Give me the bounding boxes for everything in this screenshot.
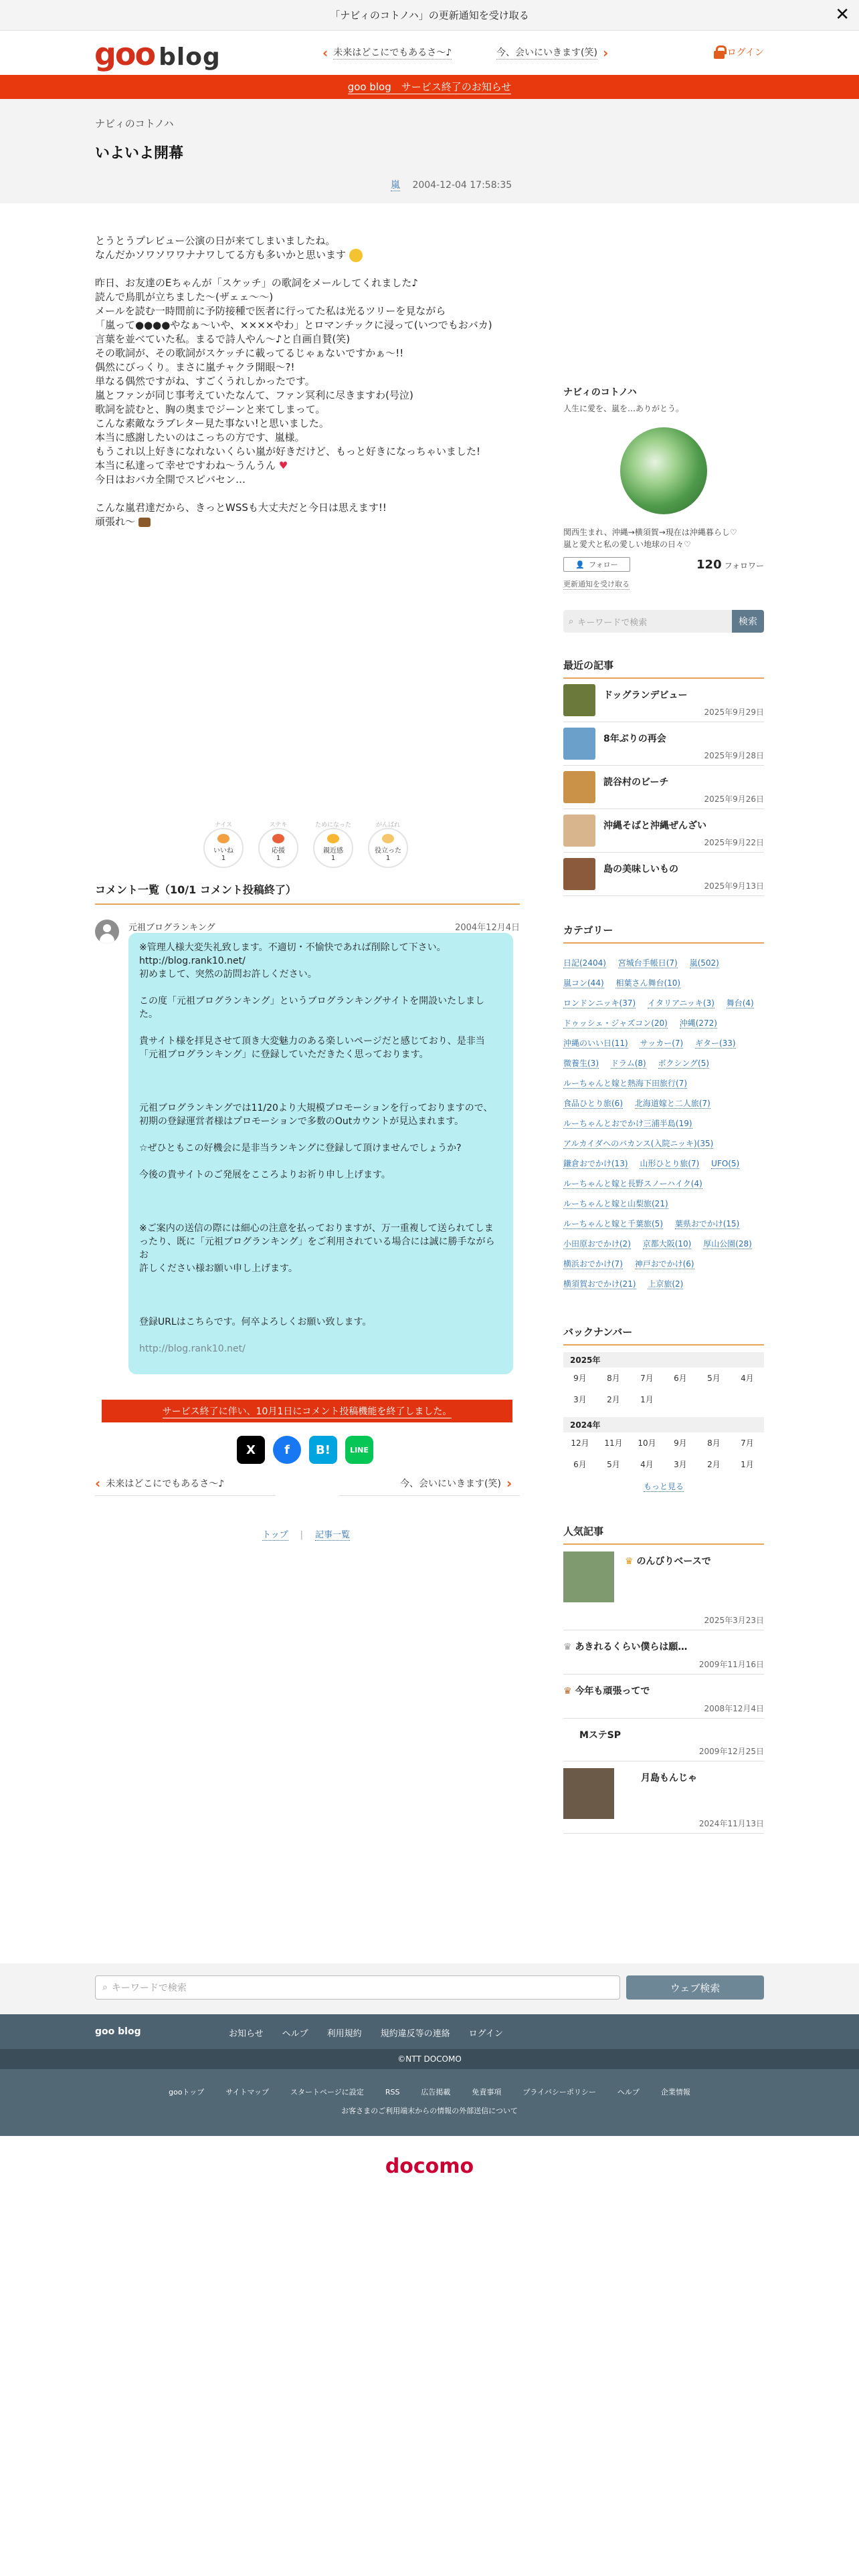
backnumber-month-link[interactable]: 8月: [707, 1438, 721, 1448]
follow-row: [563, 557, 764, 572]
category-link[interactable]: 相葉さん舞台(10): [615, 978, 681, 988]
backnumber-year: 2025年: [563, 1352, 764, 1368]
face-emoji-icon: [349, 249, 363, 262]
footer-nav-link[interactable]: お知らせ: [229, 2029, 264, 2039]
popular-entry[interactable]: [563, 1545, 764, 1630]
footer-link[interactable]: スタートページに設定: [290, 2088, 364, 2097]
popular-title[interactable]: [625, 1554, 711, 1568]
popular-date: 2024年11月13日: [698, 1819, 764, 1828]
chevron-right-icon: ›: [602, 44, 609, 61]
top-link[interactable]: トップ: [262, 1530, 288, 1540]
category-list: [563, 953, 764, 1294]
chevron-left-icon: ‹: [322, 44, 328, 61]
recent-entry[interactable]: [563, 853, 764, 896]
footer-link[interactable]: 企業情報: [660, 2088, 690, 2097]
update-notify-text[interactable]: 「ナビィのコトノハ」の更新通知を受け取る: [330, 9, 529, 21]
reaction-label: いいね: [213, 847, 233, 855]
category-link[interactable]: 神戸おでかけ(6): [634, 1259, 694, 1269]
divider: [339, 1495, 520, 1496]
footer-link[interactable]: 免責事項: [472, 2088, 502, 2097]
footer-links: [0, 2069, 859, 2136]
backnumber-month-link[interactable]: 7月: [741, 1438, 754, 1448]
backnumber-month-link[interactable]: 1月: [640, 1395, 654, 1404]
popular-date: 2009年11月16日: [698, 1660, 764, 1669]
category-link[interactable]: ドラム(8): [610, 1059, 646, 1068]
backnumber-list: [563, 1352, 764, 1475]
backnumber-month-link[interactable]: 11月: [604, 1438, 623, 1448]
backnumber-month-link[interactable]: 6月: [573, 1460, 587, 1469]
popular-entry[interactable]: [563, 1719, 764, 1761]
comment-closed-notice[interactable]: サービス終了に伴い、10月1日にコメント投稿機能を終了しました。: [102, 1400, 512, 1422]
chevron-left-icon: ‹: [95, 1475, 101, 1491]
footer-logo[interactable]: goo blog: [95, 2026, 141, 2037]
close-icon[interactable]: ✕: [835, 5, 850, 25]
recent-entry[interactable]: [563, 766, 764, 809]
share-buttons: [237, 1436, 381, 1464]
profile-image[interactable]: [620, 427, 707, 514]
category-link[interactable]: ルーちゃんと嫁と熱海下田旅行(7): [563, 1079, 687, 1088]
category-link[interactable]: 微養生(3): [563, 1059, 599, 1068]
backnumber-month-link[interactable]: 9月: [674, 1438, 687, 1448]
popular-title-text: 今年も頑張ってで: [575, 1686, 650, 1697]
reaction-label: 応援: [272, 847, 285, 855]
follower-count: 120 フォロワー: [696, 557, 764, 572]
divider: [95, 1495, 276, 1496]
next-entry-link[interactable]: 今、会いにいきます(笑) ›: [400, 1475, 512, 1491]
reaction-button[interactable]: [258, 820, 298, 868]
footer-nav-link[interactable]: ヘルプ: [282, 2029, 308, 2039]
popular-title-text: 月島もんじゃ: [641, 1773, 697, 1784]
category-link[interactable]: 沖縄(272): [679, 1018, 717, 1028]
popular-title-text: MステSP: [579, 1730, 621, 1741]
reaction-caption: ステキ: [269, 822, 288, 829]
login-link[interactable]: [714, 45, 764, 59]
recent-date: 2025年9月22日: [704, 838, 764, 847]
popular-title[interactable]: [563, 1684, 650, 1697]
backnumber-more-link[interactable]: もっと見る: [643, 1482, 684, 1491]
comment-body: ※管理人様大変失礼致します。不適切・不愉快であれば削除して下さい。 http://blog.rank10.net/ 初めまして、突然の訪問お許しください。 この度「元祖ブログランキング」というブログランキングサイトを開設いたしました。 貴サイト様を拝見させて頂き大変魅力のある楽しいページだと感じており、是非当 「元祖ブログランキング」に登録していただきたく思っております。 元祖ブログランキングでは11/20より大規模プロモーションを行っておりますので、 初期の登録運営者様はプロモーションで多数のOutカウントが見込まれます。 ☆ぜひともこの好機会に是非当ランキングに登録して頂けませんでしょうか? 今後の貴サイトのご発展をこころよりお祈り申し上げます。 ※ご案内の送信の際には細心の注意を払っておりますが、万一重複して送られてしま ったり、既に「元祖ブログランキング」をご利用されている場合には誠に勝手ながらお 許しください様お願い申し上げます。 登録URLはこちらです。何卒よろしくお願い致します。 http://blog.rank10.net/: [128, 933, 513, 1374]
reaction-caption: ナイス: [214, 822, 233, 829]
chocolate-emoji-icon: [138, 518, 151, 527]
header-next-link[interactable]: [496, 45, 613, 60]
reaction-label: 親近感: [323, 847, 343, 855]
popular-list: [563, 1545, 764, 1834]
backnumber-month-link[interactable]: 3月: [674, 1460, 687, 1469]
recent-date: 2025年9月29日: [704, 708, 764, 717]
profile-intro: 関西生まれ、沖縄→横須賀→現在は沖縄暮らし♡ 嵐と愛犬と私の愛しい地球の日々♡: [563, 528, 737, 549]
recent-title[interactable]: ドッグランデビュー: [603, 690, 688, 701]
popular-title[interactable]: [563, 1640, 687, 1653]
recent-thumbnail[interactable]: [563, 684, 595, 716]
logo-goo: goo: [94, 36, 155, 72]
entry-list-link[interactable]: 記事一覧: [315, 1530, 351, 1540]
backnumber-month-link[interactable]: 10月: [638, 1438, 656, 1448]
recent-entries-list: [563, 679, 764, 896]
web-search-input[interactable]: ⌕ キーワードで検索: [95, 1975, 620, 2000]
entry-datetime: 2004-12-04 17:58:35: [412, 180, 512, 191]
recent-thumbnail[interactable]: [563, 771, 595, 803]
recent-entry[interactable]: [563, 722, 764, 766]
recent-entries-heading: 最近の記事: [563, 658, 764, 679]
reaction-count: 1: [276, 855, 281, 862]
category-link[interactable]: ルーちゃんと嫁と長野スノーハイク(4): [563, 1179, 702, 1188]
crown-icon: ♛: [563, 1642, 575, 1652]
reaction-circle[interactable]: [368, 828, 408, 868]
footer-link[interactable]: サイトマップ: [225, 2088, 270, 2097]
category-link[interactable]: UFO(5): [711, 1159, 740, 1168]
follow-button[interactable]: 👤 フォロー: [563, 557, 630, 572]
category-link[interactable]: ルーちゃんと嫁と山梨旅(21): [563, 1199, 668, 1208]
facebook-share-icon[interactable]: f: [273, 1436, 301, 1464]
popular-title[interactable]: [579, 1728, 621, 1741]
popular-date: 2008年12月4日: [704, 1704, 764, 1713]
profile-description: 人生に愛を、嵐を…ありがとう。: [563, 404, 684, 413]
reaction-label: 役立った: [375, 847, 401, 855]
backnumber-month-link[interactable]: 1月: [741, 1460, 754, 1469]
category-link[interactable]: 宮城台手帳日(7): [617, 958, 678, 968]
goo-blog-logo[interactable]: [94, 36, 221, 72]
category-link[interactable]: イタリアニッキ(3): [647, 998, 714, 1008]
crown-icon: ♛: [625, 1556, 637, 1567]
category-link[interactable]: 舞台(4): [726, 998, 754, 1008]
backnumber-heading: バックナンバー: [563, 1325, 764, 1346]
category-link[interactable]: ドゥッシェ・ジャズコン(20): [563, 1018, 668, 1028]
popular-title-text: あきれるくらい僕らは願…: [575, 1642, 688, 1652]
footer-nav: [229, 2026, 522, 2039]
category-link[interactable]: 嵐(502): [689, 958, 719, 968]
reaction-icon: [272, 834, 284, 843]
login-text: ログイン: [727, 47, 764, 58]
backnumber-month-link[interactable]: 6月: [674, 1374, 687, 1383]
category-link[interactable]: 横須賀おでかけ(21): [563, 1279, 636, 1289]
backnumber-month-link[interactable]: 12月: [571, 1438, 589, 1448]
external-send-link[interactable]: お客さまのご利用端末からの情報の外部送信について: [341, 2107, 518, 2115]
popular-title[interactable]: [641, 1771, 697, 1784]
category-link[interactable]: 食品ひとり旅(6): [563, 1099, 623, 1108]
backnumber-month-link[interactable]: 9月: [573, 1374, 587, 1383]
category-link[interactable]: 厚山公園(28): [703, 1239, 752, 1249]
reaction-circle[interactable]: [313, 828, 353, 868]
prev-entry-link[interactable]: ‹ 未来はどこにでもあるさ～♪: [95, 1475, 225, 1491]
category-link[interactable]: 山形ひとり旅(7): [640, 1159, 700, 1168]
popular-heading: 人気記事: [563, 1524, 764, 1545]
entry-title: いよいよ開幕: [95, 145, 184, 162]
footer-link[interactable]: gooトップ: [169, 2088, 205, 2097]
backnumber-month-link[interactable]: 4月: [640, 1460, 654, 1469]
entry-meta: [391, 178, 512, 191]
recent-date: 2025年9月26日: [704, 794, 764, 804]
popular-title-text: のんびりベースで: [636, 1556, 711, 1567]
profile-name[interactable]: ナビィのコトノハ: [563, 387, 637, 398]
backnumber-months: [563, 1432, 764, 1475]
update-notify-link[interactable]: 更新通知を受け取る: [563, 580, 630, 588]
reaction-icon: [382, 834, 394, 843]
backnumber-month-link[interactable]: 2月: [607, 1395, 620, 1404]
footer-link[interactable]: プライバシーポリシー: [522, 2088, 596, 2097]
reaction-button[interactable]: [368, 820, 408, 868]
category-link[interactable]: ルーちゃんと嫁と千葉旅(5): [563, 1219, 663, 1228]
footer-link[interactable]: 広告掲載: [421, 2088, 451, 2097]
reaction-circle[interactable]: [258, 828, 298, 868]
commenter-avatar: [95, 920, 119, 944]
logo-blog: blog: [159, 43, 221, 71]
backnumber-month-link[interactable]: 3月: [573, 1395, 587, 1404]
category-link[interactable]: 嵐コン(44): [563, 978, 604, 988]
service-end-banner[interactable]: [0, 75, 859, 99]
recent-date: 2025年9月13日: [704, 881, 764, 891]
entry-footer-links: トップ | 記事一覧: [262, 1530, 351, 1540]
entry-header: [0, 99, 859, 203]
backnumber-year: 2024年: [563, 1417, 764, 1432]
lock-icon: [714, 45, 725, 59]
x-share-icon[interactable]: X: [237, 1436, 265, 1464]
comment-url[interactable]: http://blog.rank10.net/: [139, 1344, 246, 1354]
recent-thumbnail[interactable]: [563, 858, 595, 890]
category-link[interactable]: 京都大阪(10): [642, 1239, 692, 1249]
global-footer: [0, 2014, 859, 2049]
reaction-icon: [327, 834, 339, 843]
popular-date: 2009年12月25日: [698, 1747, 764, 1756]
category-link[interactable]: 沖縄のいい日(11): [563, 1039, 628, 1048]
search-icon: ⌕: [102, 1982, 108, 1993]
recent-title[interactable]: 8年ぶりの再会: [603, 734, 666, 744]
popular-thumbnail[interactable]: [563, 1551, 614, 1602]
category-link[interactable]: 日記(2404): [563, 958, 606, 968]
crown-icon: ♛: [563, 1686, 575, 1697]
line-share-icon[interactable]: LINE: [345, 1436, 373, 1464]
backnumber-month-link[interactable]: 2月: [707, 1460, 721, 1469]
popular-date: 2025年3月23日: [704, 1616, 764, 1625]
recent-thumbnail[interactable]: [563, 728, 595, 760]
popular-thumbnail[interactable]: [563, 1768, 614, 1819]
category-link[interactable]: 鎌倉おでかけ(13): [563, 1159, 628, 1168]
category-link[interactable]: ボクシング(5): [658, 1059, 710, 1068]
category-link[interactable]: サッカー(7): [640, 1039, 684, 1048]
service-end-text: goo blog サービス終了のお知らせ: [347, 81, 512, 93]
category-link[interactable]: ロンドンニッキ(37): [563, 998, 636, 1008]
footer-nav-link[interactable]: 利用規約: [326, 2029, 362, 2039]
web-search-button[interactable]: ウェブ検索: [626, 1975, 764, 2000]
reaction-caption: がんばれ: [375, 822, 400, 829]
backnumber-month-link[interactable]: 5月: [707, 1374, 721, 1383]
entry-paragraph: とうとうプレビュー公演の日が来てしまいましたね。 なんだかソワソワワナナワしてる方も多いかと思います 昨日、お友達のEちゃんが「スケッチ」の歌詞をメールしてくれました♪ 読んで鳥肌が立ちました〜(ザェェ〜〜) メールを読む一時間前に予防接種で医者に行ってた私は光るツリーを見ながら 「嵐って●●●●やなぁ〜いや、××××やわ」とロマンチックに浸って(いつでもおバカ) 言葉を並べていた私。まるで詩人やん〜♪と自画自賛(笑) その歌詞が、その歌詞がスケッチに載ってるじゃぁないですかぁ〜!! 偶然にびっくり。まさに嵐チャクラ開眼〜?! 単なる偶然ですがね、すごくうれしかったです。 嵐とファンが同じ事考えていたなんて、ファン冥利に尽きますわ(号泣) 歌詞を読むと、胸の奥までジーンと来てしまって。 こんな素敵なラブレター見た事ない!と思いました。 本当に感謝したいのはこっちの方です、嵐様。 もうこれ以上好きになれないくらい嵐が好きだけど、もっと好きになっちゃいました! 本当に私達って幸せですわね〜うんうん ♥ 今日はおバカ全開でスピバセン… こんな嵐君達だから、きっとWSSも大丈夫だと今日は思えます!! 頑張れ〜: [95, 235, 492, 528]
bottom-search-area: [0, 1963, 859, 2014]
copyright: ©NTT DOCOMO: [0, 2049, 859, 2069]
recent-entry[interactable]: [563, 809, 764, 853]
category-link[interactable]: ギター(33): [695, 1039, 736, 1048]
reaction-button[interactable]: [313, 820, 353, 868]
backnumber-month-link[interactable]: 8月: [607, 1374, 620, 1383]
recent-date: 2025年9月28日: [704, 751, 764, 760]
update-notify-bar[interactable]: [0, 0, 859, 31]
footer-nav-link[interactable]: 規約違反等の連絡: [380, 2029, 450, 2039]
category-link[interactable]: 上京旅(2): [648, 1279, 684, 1289]
recent-entry[interactable]: [563, 679, 764, 722]
popular-entry[interactable]: [563, 1630, 764, 1675]
recent-title[interactable]: 島の美味しいもの: [603, 864, 678, 875]
entry-category[interactable]: 嵐: [391, 180, 400, 191]
site-header: [0, 31, 859, 75]
footer-nav-link[interactable]: ログイン: [468, 2029, 504, 2039]
blog-name[interactable]: ナビィのコトノハ: [95, 118, 174, 130]
popular-entry[interactable]: [563, 1761, 764, 1834]
comment-author: 元祖ブログランキング: [128, 923, 215, 933]
footer-link[interactable]: ヘルプ: [617, 2088, 640, 2097]
comment-date: 2004年12月4日: [455, 923, 520, 933]
backnumber-month-link[interactable]: 5月: [607, 1460, 620, 1469]
reaction-buttons: [203, 820, 423, 868]
sidebar-search-button[interactable]: 検索: [732, 610, 764, 633]
search-icon: ⌕: [569, 616, 574, 627]
sidebar: [563, 385, 764, 1834]
footer-link-row: [0, 2086, 859, 2097]
reaction-caption: ためになった: [314, 822, 351, 829]
category-link[interactable]: 葉県おでかけ(15): [674, 1219, 740, 1228]
reaction-button[interactable]: [203, 820, 244, 868]
reaction-count: 1: [330, 855, 336, 862]
docomo-logo[interactable]: docomo: [0, 2136, 859, 2196]
header-prev-link[interactable]: [317, 45, 452, 60]
hatena-bookmark-icon[interactable]: B!: [309, 1436, 337, 1464]
sidebar-search-input[interactable]: ⌕ キーワードで検索: [563, 610, 732, 633]
recent-title[interactable]: 読谷村のビーチ: [603, 777, 669, 788]
entry-body: [95, 234, 520, 529]
person-icon: 👤: [575, 560, 585, 569]
recent-thumbnail[interactable]: [563, 815, 595, 847]
sidebar-search: [563, 610, 764, 633]
footer-link[interactable]: RSS: [385, 2088, 400, 2097]
reaction-icon: [217, 834, 229, 843]
recent-title[interactable]: 沖縄そばと沖縄ぜんざい: [603, 821, 706, 831]
category-link[interactable]: ルーちゃんとおでかけ三浦半島(19): [563, 1119, 692, 1128]
backnumber-month-link[interactable]: 4月: [741, 1374, 754, 1383]
chevron-right-icon: ›: [506, 1475, 512, 1491]
category-link[interactable]: 小田原おでかけ(2): [563, 1239, 631, 1249]
header-prev-text: 未来はどこにでもあるさ～♪: [333, 45, 452, 60]
category-link[interactable]: アルカイダへのバカンス(入院ニッキ)(35): [563, 1139, 714, 1148]
popular-entry[interactable]: [563, 1675, 764, 1719]
reaction-count: 1: [221, 855, 226, 862]
reaction-count: 1: [385, 855, 391, 862]
comment-list-heading: コメント一覧（10/1 コメント投稿終了）: [95, 881, 520, 905]
category-heading: カテゴリー: [563, 923, 764, 944]
backnumber-months: [563, 1368, 764, 1410]
category-link[interactable]: 横浜おでかけ(7): [563, 1259, 623, 1269]
reaction-circle[interactable]: [203, 828, 244, 868]
header-next-text: 今、会いにいきます(笑): [496, 45, 597, 60]
heart-icon: ♥: [278, 459, 288, 471]
category-link[interactable]: 北海道嫁と二人旅(7): [634, 1099, 710, 1108]
backnumber-month-link[interactable]: 7月: [640, 1374, 654, 1383]
